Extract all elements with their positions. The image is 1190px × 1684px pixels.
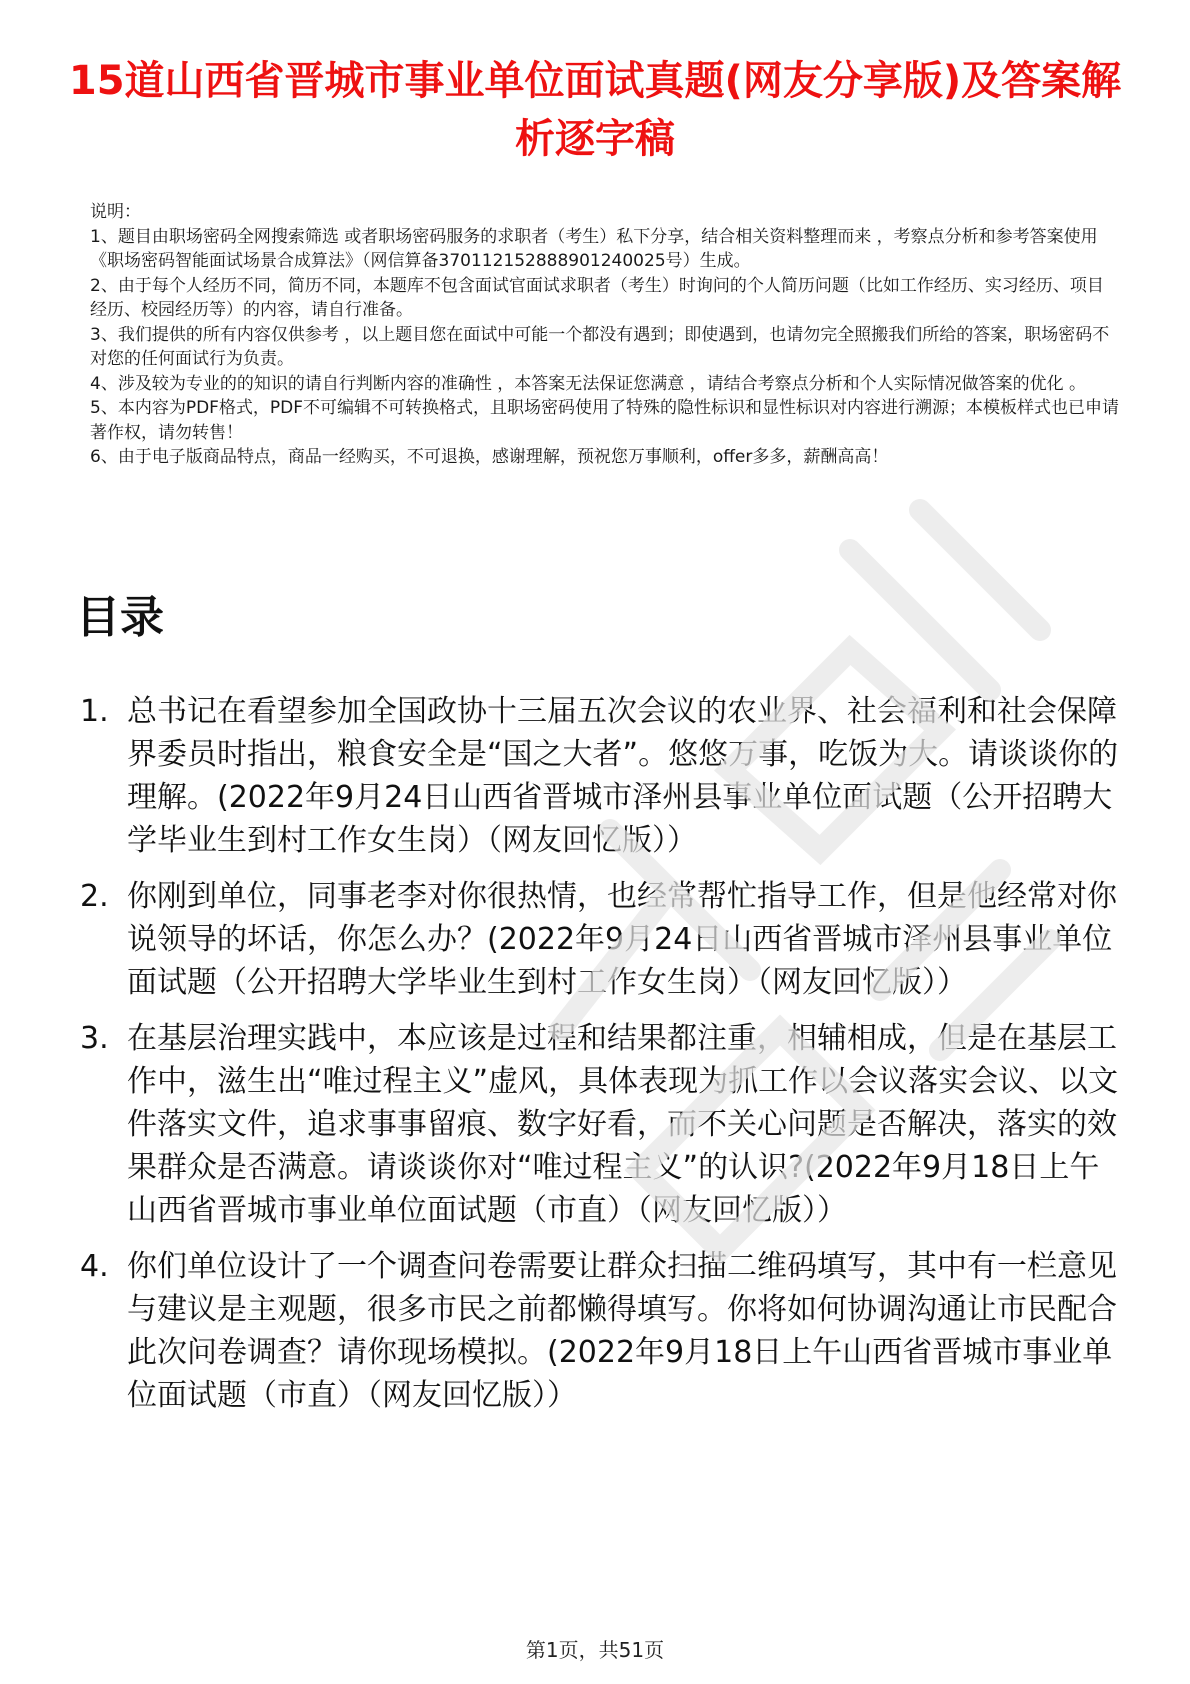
page-footer: 第1页，共51页 xyxy=(525,1638,665,1662)
toc-list xyxy=(80,690,1120,1430)
toc-item[interactable] xyxy=(80,875,1120,1004)
toc-heading: 目录 xyxy=(76,592,164,643)
toc-item[interactable] xyxy=(80,1245,1120,1417)
toc-item-text[interactable]: 你们单位设计了一个调查问卷需要让群众扫描二维码填写，其中有一栏意见与建议是主观题，很多市民之前都懒得填写。你将如何协调沟通让市民配合此次问卷调查？请你现场模拟。(2022年9月18日上午山西省晋城市事业单位面试题（市直）（网友回忆版）） xyxy=(127,1249,1117,1413)
toc-item[interactable] xyxy=(80,690,1120,862)
instruction-item: 2、由于每个人经历不同，简历不同，本题库不包含面试官面试求职者（考生）时询问的个人简历问题（比如工作经历、实习经历、项目经历、校园经历等）的内容，请自行准备。 xyxy=(90,275,1104,320)
toc-item-text[interactable]: 总书记在看望参加全国政协十三届五次会议的农业界、社会福利和社会保障界委员时指出，粮食安全是“国之大者”。悠悠万事，吃饭为大。请谈谈你的理解。(2022年9月24日山西省晋城市泽州县事业单位面试题（公开招聘大学毕业生到村工作女生岗）（网友回忆版）） xyxy=(127,694,1119,858)
toc-item-number: 1. xyxy=(80,694,109,729)
instruction-item: 6、由于电子版商品特点，商品一经购买，不可退换，感谢理解，预祝您万事顺利，offer多多，薪酬高高！ xyxy=(90,447,889,467)
instruction-item: 3、我们提供的所有内容仅供参考 ，以上题目您在面试中可能一个都没有遇到；即使遇到，也请勿完全照搬我们所给的答案，职场密码不对您的任何面试行为负责。 xyxy=(90,324,1110,369)
instruction-item: 1、题目由职场密码全网搜索筛选 或者职场密码服务的求职者（考生）私下分享，结合相关资料整理而来 ，考察点分析和参考答案使用《职场密码智能面试场景合成算法》（网信算备370112152888901240025号）生成。 xyxy=(90,226,1098,271)
instruction-item: 4、涉及较为专业的的知识的请自行判断内容的准确性 ，本答案无法保证您满意 ，请结合考察点分析和个人实际情况做答案的优化 。 xyxy=(90,373,1087,394)
toc-item-text[interactable]: 你刚到单位，同事老李对你很热情，也经常帮忙指导工作，但是他经常对你说领导的坏话，你怎么办？(2022年9月24日山西省晋城市泽州县事业单位面试题（公开招聘大学毕业生到村工作女生岗）（网友回忆版）） xyxy=(127,879,1117,1000)
toc-item-text[interactable]: 在基层治理实践中，本应该是过程和结果都注重，相辅相成，但是在基层工作中，滋生出“唯过程主义”虚风，具体表现为抓工作以会议落实会议、以文件落实文件，追求事事留痕、数字好看，而不关心问题是否解决，落实的效果群众是否满意。请谈谈你对“唯过程主义”的认识?(2022年9月18日上午山西省晋城市事业单位面试题（市直）（网友回忆版）） xyxy=(127,1021,1119,1228)
document-title: 15道山西省晋城市事业单位面试真题(网友分享版)及答案解析逐字稿 xyxy=(68,58,1122,162)
toc-item-number: 4. xyxy=(80,1249,109,1284)
instructions-block xyxy=(90,200,1120,470)
instructions-label: 说明： xyxy=(90,202,141,222)
instruction-item: 5、本内容为PDF格式，PDF不可编辑不可转换格式，且职场密码使用了特殊的隐性标识和显性标识对内容进行溯源；本模板样式也已申请著作权，请勿转售！ xyxy=(90,398,1120,443)
toc-item[interactable] xyxy=(80,1017,1120,1232)
toc-item-number: 3. xyxy=(80,1021,109,1056)
toc-item-number: 2. xyxy=(80,879,109,914)
